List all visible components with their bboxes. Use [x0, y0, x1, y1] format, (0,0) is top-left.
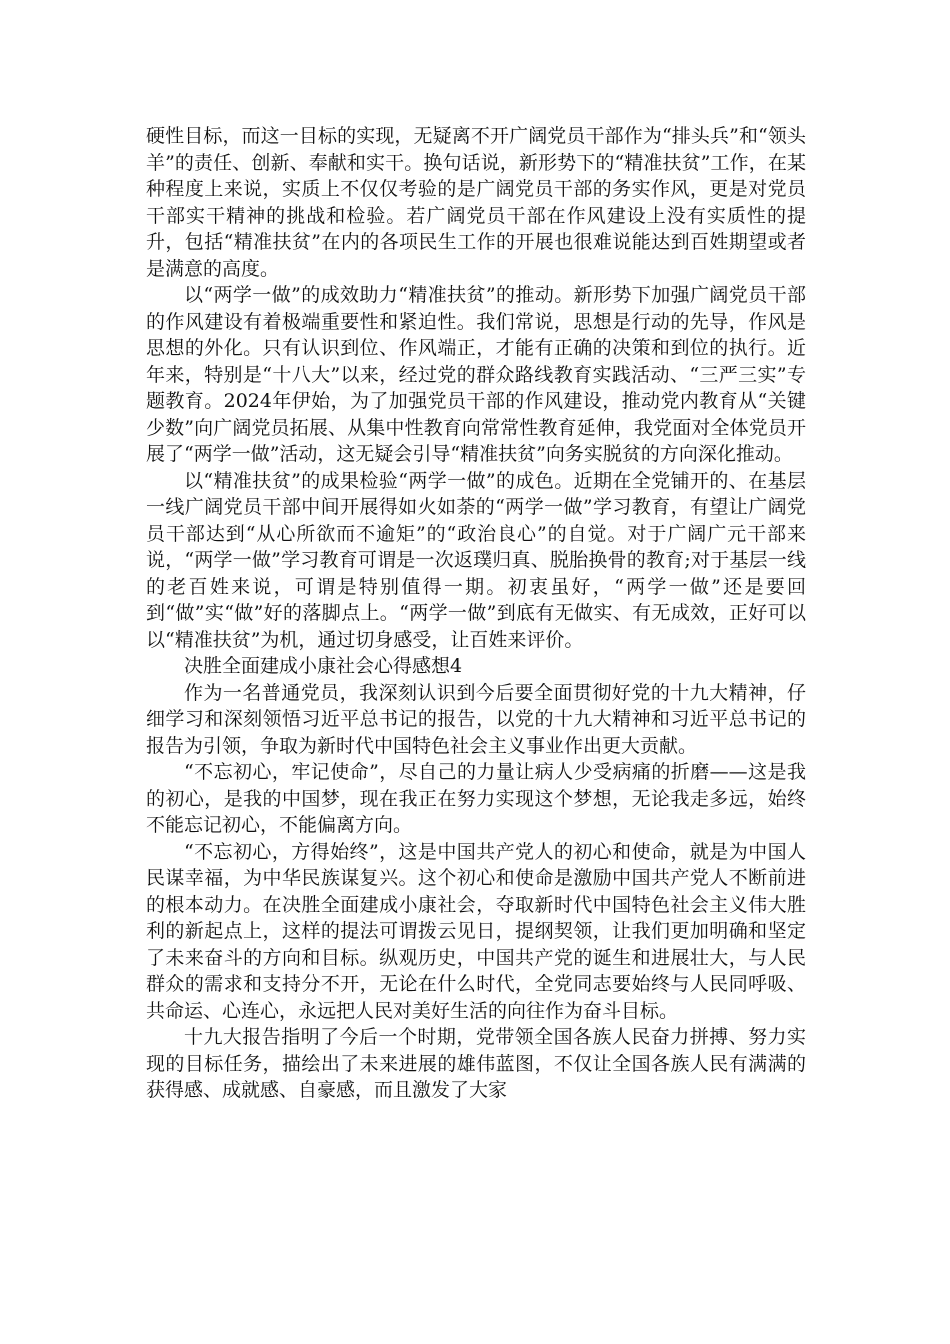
document-body: [146, 123, 806, 1104]
paragraph-7: 十九大报告指明了今后一个时期，党带领全国各族人民奋力拼搏、努力实现的目标任务，描绘出了未来进展的雄伟蓝图，不仅让全国各族人民有满满的获得感、成就感、自豪感，而且激发了大家: [146, 1026, 806, 1101]
paragraph-1: 硬性目标，而这一目标的实现，无疑离不开广阔党员干部作为“排头兵”和“领头羊”的责任、创新、奉献和实干。换句话说，新形势下的“精准扶贫”工作，在某种程度上来说，实质上不仅仅考验的是广阔党员干部的务实作风，更是对党员干部实干精神的挑战和检验。若广阔党员干部在作风建设上没有实质性的提升，包括“精准扶贫”在内的各项民生工作的开展也很难说能达到百姓期望或者是满意的高度。: [146, 125, 806, 280]
paragraph-2: 以“两学一做”的成效助力“精准扶贫”的推动。新形势下加强广阔党员干部的作风建设有着极端重要性和紧迫性。我们常说，思想是行动的先导，作风是思想的外化。只有认识到位、作风端正，才能有正确的决策和到位的执行。近年来，特别是“十八大”以来，经过党的群众路线教育实践活动、“三严三实”专题教育。2024年伊始，为了加强党员干部的作风建设，推动党内教育从“关键少数”向广阔党员拓展、从集中性教育向常常性教育延伸，我党面对全体党员开展了“两学一做”活动，这无疑会引导“精准扶贫”向务实脱贫的方向深化推动。: [146, 284, 806, 465]
paragraph-5: “不忘初心，牢记使命”，尽自己的力量让病人少受病痛的折磨——这是我的初心，是我的中国梦，现在我正在努力实现这个梦想，无论我走多远，始终不能忘记初心，不能偏离方向。: [146, 761, 806, 836]
paragraph-4: 作为一名普通党员，我深刻认识到今后要全面贯彻好党的十九大精神，仔细学习和深刻领悟习近平总书记的报告，以党的十九大精神和习近平总书记的报告为引领，争取为新时代中国特色社会主义事业作出更大贡献。: [146, 681, 806, 757]
paragraph-3: 以“精准扶贫”的成果检验“两学一做”的成色。近期在全党铺开的、在基层一线广阔党员干部中间开展得如火如荼的“两学一做”学习教育，有望让广阔党员干部达到“从心所欲而不逾矩”的“政治良心”的自觉。对于广阔广元干部来说，“两学一做”学习教育可谓是一次返璞归真、脱胎换骨的教育;对于基层一线的老百姓来说，可谓是特别值得一期。初衷虽好，“两学一做”还是要回到“做”实“做”好的落脚点上。“两学一做”到底有无做实、有无成效，正好可以以“精准扶贫”为机，通过切身感受，让百姓来评价。: [146, 469, 806, 651]
paragraph-6: “不忘初心，方得始终”，这是中国共产党人的初心和使命，就是为中国人民谋幸福，为中华民族谋复兴。这个初心和使命是激励中国共产党人不断前进的根本动力。在决胜全面建成小康社会，夺取新时代中国特色社会主义伟大胜利的新起点上，这样的提法可谓拨云见日，提纲契领，让我们更加明确和坚定了未来奋斗的方向和目标。纵观历史，中国共产党的诞生和进展壮大，与人民群众的需求和支持分不开，无论在什么时代，全党同志要始终与人民同呼吸、共命运、心连心，永远把人民对美好生活的向往作为奋斗目标。: [146, 840, 806, 1022]
section-heading: 决胜全面建成小康社会心得感想4: [184, 655, 463, 677]
